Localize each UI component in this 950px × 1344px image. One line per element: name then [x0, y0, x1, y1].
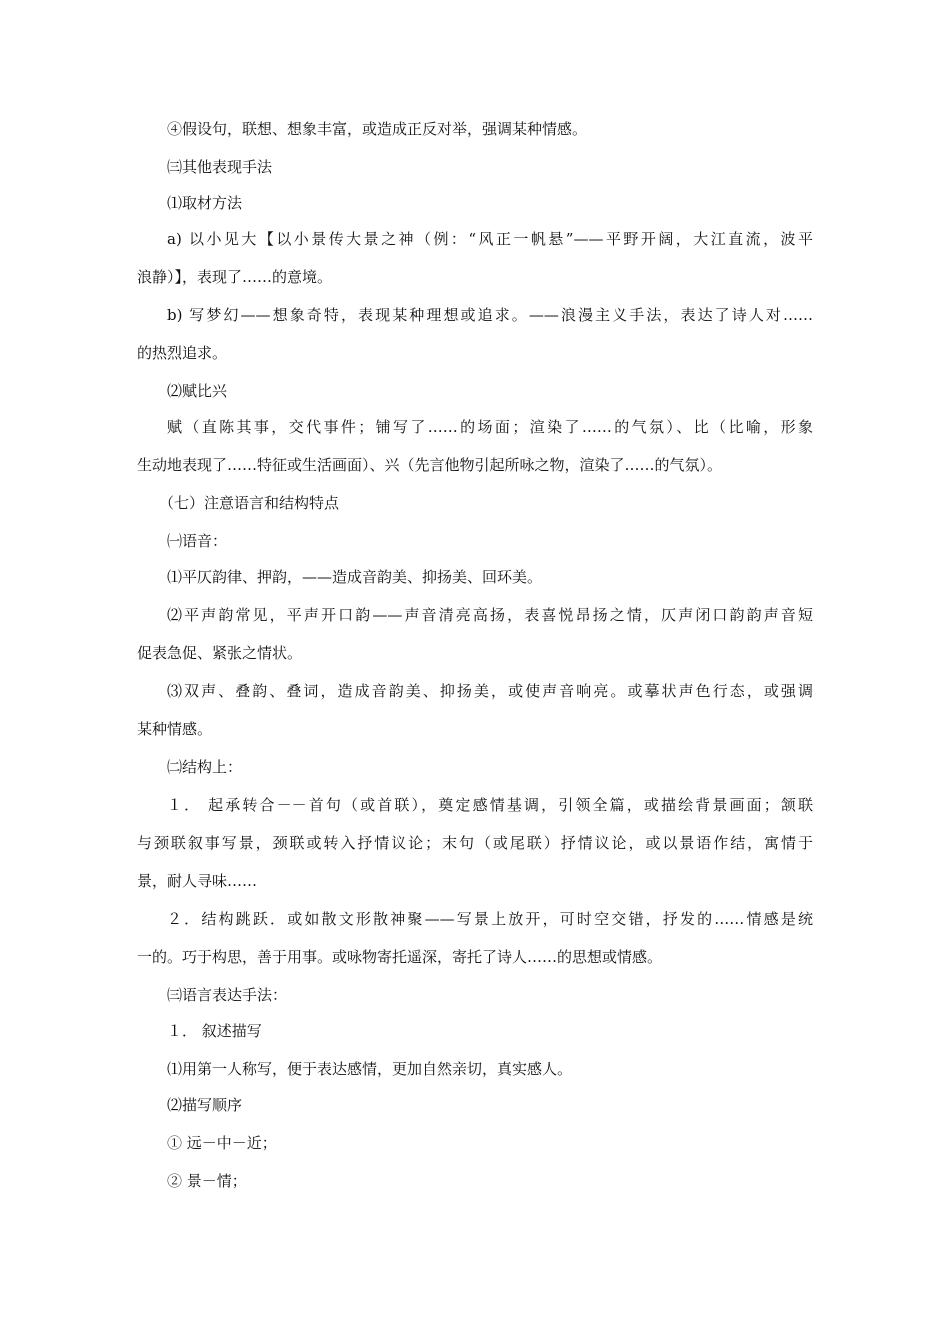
- text-line: ⑵平声韵常见，平声开口韵——声音清亮高扬，表喜悦昂扬之情，仄声闭口韵韵声音短: [167, 606, 813, 624]
- text-line: １． 起承转合－－首句（或首联），奠定感情基调，引领全篇，或描绘背景画面；颔联: [167, 796, 813, 814]
- document-body: [137, 119, 813, 1191]
- text-line: ⑴平仄韵律、押韵，——造成音韵美、抑扬美、回环美。: [167, 568, 543, 586]
- text-line: 浪静）】，表现了……的意境。: [137, 268, 333, 286]
- text-line: 一的。巧于构思，善于用事。或咏物寄托遥深，寄托了诗人……的思想或情感。: [137, 948, 663, 966]
- subsection-heading: ㈠语音：: [167, 532, 228, 550]
- section-heading: （七）注意语言和结构特点: [159, 494, 340, 512]
- subsection-heading: ⑵描写顺序: [167, 1096, 243, 1114]
- text-line: 某种情感。: [137, 720, 213, 738]
- text-line: 生动地表现了……特征或生活画面）、兴（先言他物引起所咏之物，渲染了……的气氛）。: [137, 456, 723, 474]
- list-item: ① 远－中－近；: [167, 1134, 277, 1152]
- text-line: 的热烈追求。: [137, 344, 228, 362]
- text-line: ④假设句，联想、想象丰富，或造成正反对举，强调某种情感。: [167, 120, 588, 138]
- text-line: 景，耐人寻味……: [137, 872, 258, 890]
- list-item: ② 景－情；: [167, 1172, 247, 1190]
- text-line: 赋（直陈其事，交代事件；铺写了……的场面；渲染了……的气氛）、比（比喻，形象: [167, 418, 813, 436]
- section-heading: ㈢其他表现手法: [167, 158, 273, 176]
- text-line: b) 写梦幻——想象奇特，表现某种理想或追求。——浪漫主义手法，表达了诗人对……: [167, 306, 813, 324]
- text-line: 与颈联叙事写景，颈联或转入抒情议论；末句（或尾联）抒情议论，或以景语作结，寓情于: [137, 834, 813, 852]
- text-line: a) 以小见大【以小景传大景之神（例：“风正一帆悬”——平野开阔，大江直流，波平: [167, 230, 813, 248]
- subsection-heading: ⑴取材方法: [167, 194, 243, 212]
- subsection-heading: ㈢语言表达手法：: [167, 986, 288, 1004]
- subsection-heading: ⑵赋比兴: [167, 382, 228, 400]
- subsection-heading: ㈡结构上：: [167, 758, 243, 776]
- text-line: ⑶双声、叠韵、叠词，造成音韵美、抑扬美，或使声音响亮。或摹状声色行态，或强调: [167, 682, 813, 700]
- text-line: ２．结构跳跃．或如散文形散神聚——写景上放开，可时空交错，抒发的……情感是统: [167, 910, 813, 928]
- subsection-heading: １． 叙述描写: [167, 1022, 262, 1040]
- text-line: ⑴用第一人称写，便于表达感情，更加自然亲切，真实感人。: [167, 1060, 573, 1078]
- text-line: 促表急促、紧张之情状。: [137, 644, 303, 662]
